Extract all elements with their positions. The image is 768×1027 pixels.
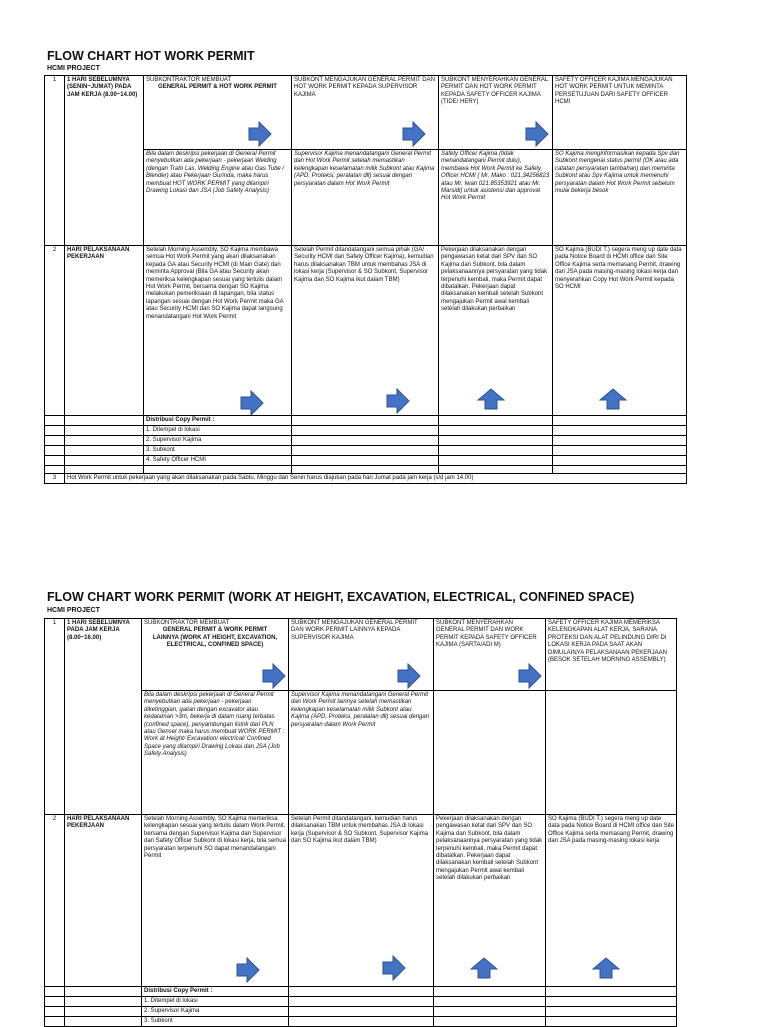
step-cell (142, 619, 289, 691)
cell-text: SUBKONT MENYERAHKAN GENERAL PERMIT DAN WORK PERMIT KEPADA SAFETY OFFICER KAJIMA (SARTA/ADI M) (436, 620, 537, 649)
cell-text: Setelah Permit ditandatangani semua pihak (GA/ Security HCMI dan Safety Officer Kajima), kemudian harus dilaksanakan TBM untuk membahas JSA di lokasi kerja (Supervisor & SO Subkont, Supervisor Kajima dan SO Kajima ikut dalam TBM) (294, 247, 434, 283)
step-label: HARI PELAKSANAAN PEKERJAAN (65, 246, 144, 416)
cell-text: SO Kajima (BUDI T.) segera meng up date data pada Notice Board di HCMI office dan Site Office Kajima serta memasang Permit, drawing dan JSA pada masing-masing lokasi kerja (548, 816, 674, 845)
arrow-right-icon (397, 663, 421, 689)
project-label: HCMI PROJECT (47, 65, 100, 72)
table-row (45, 1007, 677, 1017)
arrow-right-icon (262, 663, 286, 689)
arrow-right-icon (525, 121, 549, 147)
cell-text: SUBKONTRAKTOR MEMBUAT (146, 77, 232, 83)
distribution-heading: Distribusi Copy Permit : (142, 987, 289, 997)
detail-cell: Supervisor Kajima menandatangani General Permit dan Work Permit lainnya setelah memastikan kelengkapan keselamatan milik Subkont atau Kajima (APD, Proteksi, peralatan dll) sesuai dengan persyaratan dalam Work Permit (289, 691, 434, 815)
step-label: 1 HARI SEBELUMNYA PADA JAM KERJA (8.00~16.00) (65, 619, 142, 815)
step-cell (439, 76, 553, 150)
section-title: FLOW CHART HOT WORK PERMIT (47, 49, 255, 63)
cell-text: Pekerjaan dilaksanakan dengan pengawasan ketat dari SPV dan SO Kajima dan Subkont, bila dalam pelaksanaannya persyaratan yang tidak terpenuhi kembali, maka Permit dapat dibatalkan. Pekerjaan dapat dilaksanakan kembali setelah Subkont mengajukan Permit awal kembali setelah dilakukan perbaikan (441, 247, 548, 313)
table-row (45, 466, 687, 474)
table-row (45, 76, 687, 150)
arrow-right-icon (248, 121, 272, 147)
step-label: 1 HARI SEBELUMNYA (SENIN~JUMAT) PADA JAM KERJA (8.00~14.00) (65, 76, 144, 246)
table-row (45, 619, 677, 691)
arrow-right-icon (236, 957, 260, 983)
arrow-up-icon (592, 957, 620, 979)
cell-text: SUBKONT MENGAJUKAN GENERAL PERMIT DAN WORK PERMIT LAINNYA KEPADA SUPERVISOR KAJIMA (291, 620, 418, 641)
detail-cell: Safety Officer Kajima (tidak menandatangani Permit dulu), membawa Hot Work Permit ke Safety Officer HCMI ( Mr. Mako : 021.34256823 atau Mr. Iwan 021.85353921 atau Mr. Marsidi) untuk asistensi dan approval Hot Work Permit (439, 150, 553, 246)
detail-cell: Bila dalam deskripsi pekerjaan di General Permit menyebutkan ada pekerjaan - pekerjaan Welding (dengan Trafo Las, Welding Engine atau Gas Tube / Blender) atau Pekerjaan Gurinda, maka harus membuat HOT WORK PERMIT yang dilampiri Drawing Lokasi dan JSA (Job Safety Analysis) (144, 150, 292, 246)
arrow-up-icon (599, 388, 627, 410)
table-row (45, 815, 677, 987)
table-row (45, 987, 677, 997)
cell-text: Setelah Permit ditandatangani, kemudian harus dilaksanakan TBM untuk membahas JSA di lokasi kerja (Supervisor & SO Subkont, Supervisor Kajima dan SO Kajima ikut dalam TBM) (291, 816, 429, 845)
step-cell (142, 815, 289, 987)
section-title: FLOW CHART WORK PERMIT (WORK AT HEIGHT, EXCAVATION, ELECTRICAL, CONFINED SPACE) (47, 590, 635, 604)
step-cell (434, 815, 546, 987)
step-cell (434, 619, 546, 691)
arrow-right-icon (240, 390, 264, 416)
table-row (45, 446, 687, 456)
cell-text-bold: GENERAL PERMIT & WORK PERMIT LAINNYA (WORK AT HEIGHT, EXCAVATION, ELECTRICAL, CONFINED SPACE) (152, 627, 278, 649)
step-cell (546, 815, 677, 987)
arrow-right-icon (402, 121, 426, 147)
step-cell (289, 815, 434, 987)
step-cell (292, 246, 439, 416)
table-row (45, 997, 677, 1007)
detail-cell: SO Kajima menginformasikan kepada Spv dan Subkont mengenai status permit (OK atau ada catatan persyaratan tambahan) dan meminta Subkont atau Spv Kajima untuk memenuhi persyaratan dalam Hot Work Permit sebelum mulai bekerja besok (553, 150, 687, 246)
distribution-item: 1. Ditempel di lokasi (142, 997, 289, 1007)
cell-text: Setelah Morning Assembly, SO Kajima membawa semua Hot Work Permit yang akan dilaksanakan kepada GA atau Security HCMI (di Main Gate) dan meminta Approval (Bila GA atau Security akan memeriksa kelengkapan sesuai yang tertulis dalam Hot Work Permit, bersama dengan SO Kajima melakukan pemeriksaan di lapangan, bila status lapangan sesuai dengan Hot Work Permit maka GA atau Security HCMI dan SO Kajima dapat langsung menandatangani Hot Work Permit (146, 247, 284, 320)
table-row (45, 246, 687, 416)
row-number: 1 (45, 619, 65, 815)
table-row (45, 426, 687, 436)
row-number: 1 (45, 76, 65, 246)
distribution-item: 4. Safety Officer HCMI (144, 456, 292, 466)
cell-text: SUBKONT MENGAJUKAN GENERAL PERMIT DAN HOT WORK PERMIT KEPADA SUPERVISOR KAJIMA (294, 77, 435, 98)
row-number: 3 (45, 474, 65, 484)
distribution-item: 1. Ditempel di lokasi (144, 426, 292, 436)
arrow-up-icon (470, 957, 498, 979)
table-row (45, 456, 687, 466)
cell-text: Setelah Morning Assembly, SO Kajima memeriksa kelengkapan sesuai yang tertulis dalam Work Permit, bersama dengan Supervisor Kajima dan Supervisor dan Safety Officer Subkont di lokasi kerja, bila semua persyaratan terpenuhi SO dapat menandatangani Permit (144, 816, 286, 860)
table-row (45, 436, 687, 446)
cell-text: SO Kajima (BUDI T.) segera meng up date data pada Notice Board di HCMI office dan Site Office Kajima serta memasang Permit, drawing dan JSA pada masing-masing lokasi kerja dan menyerahkan Copy Hot Work Permit kepada SO HCMI (555, 247, 682, 291)
detail-cell: Supervisor Kajima menandatangani General Permit dan Hot Work Permit setelah memastikan kelengkapan keselamatan milik Subkont atau Kajima (APD, Proteksi, peralatan dll) sesuai dengan persyaratan dalam Hot Work Permit (292, 150, 439, 246)
arrow-right-icon (518, 663, 542, 689)
step-cell: SAFETY OFFICER KAJIMA MEMERIKSA KELENGKAPAN ALAT KERJA, SARANA PROTEKSI DAN ALAT PELINDUNG DIRI DI LOKASI KERJA PADA SAAT AKAN DIMULAINYA PELAKSANAAN PEKERJAAN (BESOK SETELAH MORNING ASSEMBLY) (546, 619, 677, 691)
distribution-item: 3. Subkont (144, 446, 292, 456)
flow-table (44, 75, 687, 484)
arrow-up-icon (477, 388, 505, 410)
detail-cell: Bila dalam deskripsi pekerjaan di General Permit menyebutkan ada pekerjaan - pekerjaan diketinggian, galian dengan excavator atau kedalaman >3m, bekerja di dalam ruang terbatas (confined space), penyambungan listrik dari PLN atau Genset maka harus membuat WORK PERMIT : Work at Height/ Excavation/ electrical/ Confined Space yang dilampiri Drawing Lokasi dan JSA (Job Safety Analysis) (142, 691, 289, 815)
flow-table (44, 618, 677, 1027)
distribution-item: 3. Subkont (142, 1017, 289, 1027)
arrow-right-icon (386, 388, 410, 414)
step-cell (289, 619, 434, 691)
project-label: HCMI PROJECT (47, 607, 100, 614)
row-number: 2 (45, 815, 65, 987)
cell-text: SUBKONTRAKTOR MEMBUAT (144, 620, 230, 626)
step-label: HARI PELAKSANAAN PEKERJAAN (65, 815, 142, 987)
distribution-item: 2. Supervisor Kajima (144, 436, 292, 446)
arrow-right-icon (382, 955, 406, 981)
distribution-heading: Distribusi Copy Permit : (144, 416, 292, 426)
step-cell (292, 76, 439, 150)
table-row (45, 1017, 677, 1027)
step-cell (144, 76, 292, 150)
distribution-item: 2. Supervisor Kajima (142, 1007, 289, 1017)
step-cell (439, 246, 553, 416)
step-cell: SAFETY OFFICER KAJIMA MENGAJUKAN HOT WORK PERMIT UNTUK MEMINTA PERSETUJUAN DARI SAFETY OFFICER HCMI (553, 76, 687, 150)
table-row (45, 416, 687, 426)
cell-text: Pekerjaan dilaksanakan dengan pengawasan ketat dari SPV dan SO Kajima dan Subkont, bila dalam pelaksanaannya persyaratan yang tidak terpenuhi kembali, maka Permit dapat dibatalkan. Pekerjaan dapat dilaksanakan kembali setelah Subkont mengajukan Permit awal kembali setelah dilakukan perbaikan (436, 816, 543, 882)
step-cell (144, 246, 292, 416)
row-number: 2 (45, 246, 65, 416)
note-text: Hot Work Permit untuk pekerjaan yang akan dilaksanakan pada Sabtu, Minggu dan Senin harus diajukan pada hari Jumat pada jam kerja (s/d jam 14.00) (65, 474, 687, 484)
step-cell (553, 246, 687, 416)
cell-text-bold: GENERAL PERMIT & HOT WORK PERMIT (158, 84, 277, 91)
cell-text: SUBKONT MENYERAHKAN GENERAL PERMIT DAN HOT WORK PERMIT KEPADA SAFETY OFFICER KAJIMA (TIDE/ HERY) (441, 77, 549, 106)
table-row (45, 474, 687, 484)
